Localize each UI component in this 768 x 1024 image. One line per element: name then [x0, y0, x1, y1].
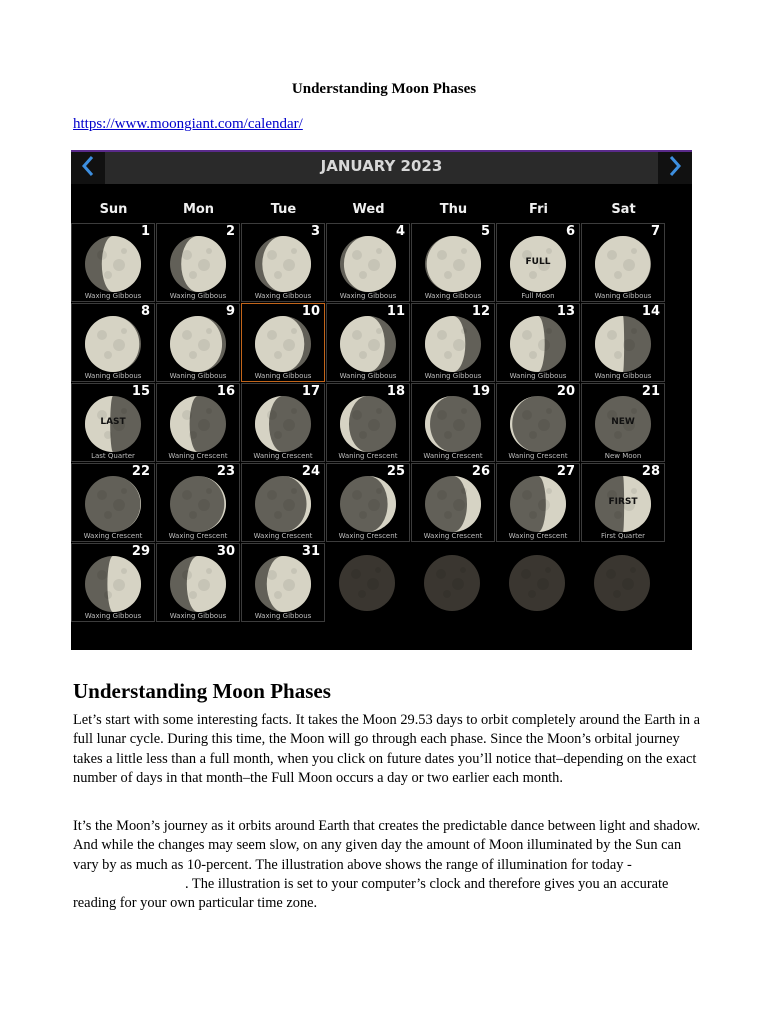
moon-phase-icon: [169, 555, 227, 613]
calendar-day[interactable]: [71, 463, 155, 542]
dim-moon-icon: [423, 554, 481, 612]
moon-phase-badge: FIRST: [608, 497, 638, 507]
day-number: 20: [556, 384, 575, 399]
moon-phase-icon: [339, 395, 397, 453]
day-number: 24: [301, 464, 320, 479]
day-number: 18: [386, 384, 405, 399]
weekday-label: Sun: [99, 202, 128, 217]
section-heading: Understanding Moon Phases: [73, 679, 331, 703]
calendar-day[interactable]: [156, 223, 240, 302]
day-number: 17: [301, 384, 320, 399]
day-number: 9: [225, 304, 235, 319]
calendar-day[interactable]: [326, 223, 410, 302]
phase-name: Waxing Gibbous: [169, 292, 227, 300]
day-number: 29: [131, 544, 150, 559]
calendar-day[interactable]: [71, 223, 155, 302]
day-number: 15: [131, 384, 150, 399]
calendar-day[interactable]: [241, 543, 325, 622]
day-number: 10: [301, 304, 320, 319]
month-title: JANUARY 2023: [320, 157, 443, 175]
moon-phase-icon: [339, 315, 397, 373]
weekday-label: Mon: [182, 202, 215, 217]
day-number: 19: [471, 384, 490, 399]
moon-phase-icon: [169, 235, 227, 293]
dim-moon-icon: [593, 554, 651, 612]
paragraph: [73, 817, 703, 913]
moon-phase-icon: [84, 395, 142, 453]
phase-name: Waning Crescent: [168, 452, 228, 460]
moon-phase-icon: [424, 235, 482, 293]
day-number: 21: [641, 384, 660, 399]
moon-phase-icon: [169, 315, 227, 373]
day-number: 28: [641, 464, 660, 479]
prev-month-button[interactable]: [71, 152, 105, 184]
moon-phase-icon: [169, 475, 227, 533]
moon-phase-icon: [254, 555, 312, 613]
moon-phase-icon: [509, 395, 567, 453]
moon-phase-icon: [424, 315, 482, 373]
calendar-day[interactable]: [581, 463, 665, 542]
day-number: 25: [386, 464, 405, 479]
phase-name: Full Moon: [521, 292, 555, 300]
moon-phase-icon: [594, 315, 652, 373]
day-number: 1: [140, 224, 150, 239]
moon-phase-icon: [84, 555, 142, 613]
moon-phase-icon: [254, 315, 312, 373]
moon-phase-badge: LAST: [100, 417, 126, 427]
calendar-day[interactable]: [411, 303, 495, 382]
day-number: 11: [386, 304, 405, 319]
day-number: 16: [216, 384, 235, 399]
calendar-day[interactable]: [581, 303, 665, 382]
phase-name: Waxing Crescent: [168, 532, 228, 540]
weekday-label: Tue: [270, 202, 297, 217]
day-number: 13: [556, 304, 575, 319]
moon-phase-icon: [594, 475, 652, 533]
moon-phase-icon: [84, 475, 142, 533]
moon-phase-icon: [254, 475, 312, 533]
moon-phase-badge: NEW: [611, 417, 635, 427]
phase-name: Waxing Gibbous: [254, 292, 312, 300]
moon-phase-icon: [84, 235, 142, 293]
day-number: 2: [225, 224, 235, 239]
calendar-header: [71, 150, 692, 184]
day-number: 30: [216, 544, 235, 559]
moon-phase-icon: [594, 235, 652, 293]
calendar-day[interactable]: [71, 303, 155, 382]
day-number: 31: [301, 544, 320, 559]
calendar-day[interactable]: [241, 223, 325, 302]
day-number: 6: [565, 224, 575, 239]
phase-name: Waxing Crescent: [423, 532, 483, 540]
moon-phase-icon: [509, 315, 567, 373]
phase-name: Waning Gibbous: [339, 372, 397, 380]
moon-phase-icon: [84, 315, 142, 373]
phase-name: Waning Gibbous: [84, 372, 142, 380]
paragraph-text: . The illustration is set to your computer’s clock and therefore gives you an accurate reading for your own particular time zone.: [73, 875, 669, 912]
document-title: Understanding Moon Phases: [291, 81, 477, 97]
chevron-right-icon: [667, 155, 683, 182]
calendar-day[interactable]: [241, 463, 325, 542]
day-number: 22: [131, 464, 150, 479]
phase-name: Waning Gibbous: [254, 372, 312, 380]
day-number: 4: [395, 224, 405, 239]
calendar-day[interactable]: [156, 383, 240, 462]
moon-phase-icon: [424, 395, 482, 453]
phase-name: Waning Crescent: [508, 452, 568, 460]
moon-phase-icon: [509, 235, 567, 293]
dim-moon-icon: [508, 554, 566, 612]
calendar-day[interactable]: [156, 303, 240, 382]
calendar-day[interactable]: [496, 303, 580, 382]
dim-moon-icon: [338, 554, 396, 612]
phase-name: Waxing Gibbous: [339, 292, 397, 300]
calendar-day[interactable]: [71, 543, 155, 622]
source-link[interactable]: https://www.moongiant.com/calendar/: [73, 116, 303, 132]
day-number: 12: [471, 304, 490, 319]
phase-name: Waxing Gibbous: [84, 292, 142, 300]
phase-name: Waning Crescent: [423, 452, 483, 460]
phase-name: Waxing Crescent: [253, 532, 313, 540]
calendar-day[interactable]: [411, 383, 495, 462]
moon-phase-badge: FULL: [525, 257, 551, 267]
day-number: 8: [140, 304, 150, 319]
moon-phase-icon: [339, 475, 397, 533]
weekday-label: Fri: [529, 202, 548, 217]
moon-phase-icon: [169, 395, 227, 453]
moon-phase-icon: [254, 395, 312, 453]
calendar-day[interactable]: [496, 383, 580, 462]
day-number: 7: [650, 224, 660, 239]
paragraph-text: It’s the Moon’s journey as it orbits around Earth that creates the predictable dance between light and shadow. And while the changes may seem slow, on any given day the amount of Moon illuminated by the Sun can vary by as much as 10-percent. The illustration above shows the range of illumination for today -: [73, 818, 701, 873]
day-number: 14: [641, 304, 660, 319]
calendar-day[interactable]: [156, 463, 240, 542]
moon-phase-icon: [594, 395, 652, 453]
moon-phase-icon: [509, 475, 567, 533]
calendar-day[interactable]: [326, 463, 410, 542]
phase-name: Waning Gibbous: [169, 372, 227, 380]
phase-name: Waning Gibbous: [509, 372, 567, 380]
day-number: 3: [310, 224, 320, 239]
next-month-button[interactable]: [658, 152, 692, 184]
calendar-day[interactable]: [411, 223, 495, 302]
paragraph: Let’s start with some interesting facts. It takes the Moon 29.53 days to orbit completely around the Earth in a full lunar cycle. During this time, the Moon will go through each phase. Since the Moon’s orbital journey takes a little less than a full month, when you click on future dates you’ll notice that–depending on the exact number of days in that month–the Full Moon occurs a day or two earlier each month.: [73, 712, 701, 786]
day-number: 5: [480, 224, 490, 239]
phase-name: First Quarter: [601, 532, 645, 540]
chevron-left-icon: [80, 155, 96, 182]
calendar-day[interactable]: [71, 383, 155, 462]
phase-name: New Moon: [604, 452, 642, 460]
phase-name: Waning Gibbous: [594, 292, 652, 300]
weekday-label: Sat: [611, 202, 636, 217]
calendar-day[interactable]: [581, 383, 665, 462]
phase-name: Last Quarter: [91, 452, 135, 460]
phase-name: Waxing Gibbous: [424, 292, 482, 300]
phase-name: Waxing Crescent: [83, 532, 143, 540]
phase-name: Waxing Gibbous: [254, 612, 312, 620]
phase-name: Waxing Crescent: [338, 532, 398, 540]
moon-phase-icon: [339, 235, 397, 293]
weekday-label: Wed: [352, 202, 385, 217]
phase-name: Waxing Gibbous: [84, 612, 142, 620]
calendar-day[interactable]: [411, 463, 495, 542]
phase-name: Waning Gibbous: [424, 372, 482, 380]
calendar-day[interactable]: [581, 223, 665, 302]
phase-name: Waxing Crescent: [508, 532, 568, 540]
calendar-day[interactable]: [241, 383, 325, 462]
moon-phase-icon: [254, 235, 312, 293]
calendar-day[interactable]: [496, 463, 580, 542]
phase-name: Waning Crescent: [253, 452, 313, 460]
calendar-day[interactable]: [326, 303, 410, 382]
moon-phase-icon: [424, 475, 482, 533]
calendar-day[interactable]: [496, 223, 580, 302]
day-number: 27: [556, 464, 575, 479]
day-number: 23: [216, 464, 235, 479]
phase-name: Waxing Gibbous: [169, 612, 227, 620]
calendar-day[interactable]: [156, 543, 240, 622]
phase-name: Waning Gibbous: [594, 372, 652, 380]
calendar-day[interactable]: [326, 383, 410, 462]
weekday-label: Thu: [439, 202, 468, 217]
moon-calendar: [71, 150, 692, 650]
phase-name: Waning Crescent: [338, 452, 398, 460]
day-number: 26: [471, 464, 490, 479]
calendar-day[interactable]: [241, 303, 325, 382]
